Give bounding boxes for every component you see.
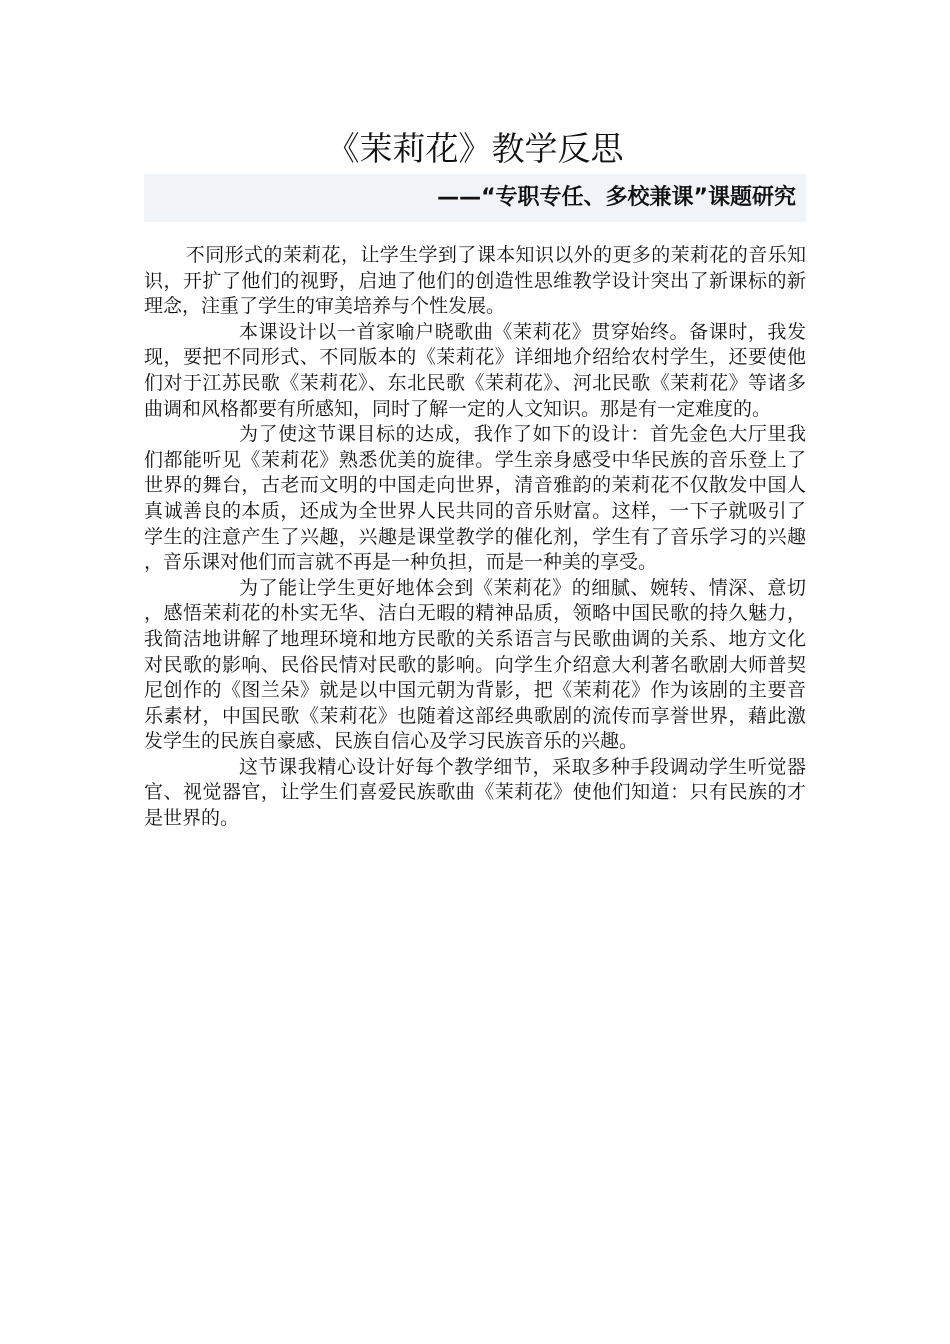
document-subtitle: ——“专职专任、多校兼课”课题研究: [437, 185, 796, 210]
paragraph-4: 为了能让学生更好地体会到《茉莉花》的细腻、婉转、情深、意切，感悟茉莉花的朴实无华、洁白无暇的精神品质，领略中国民歌的持久魅力，我简洁地讲解了地理环境和地方民歌的关系语言与民歌曲调的关系、地方文化对民歌的影响、民俗民情对民歌的影响。向学生介绍意大利著名歌剧大师普契尼创作的《图兰朵》就是以中国元朝为背影，把《茉莉花》作为该剧的主要音乐素材，中国民歌《茉莉花》也随着这部经典歌剧的流传而享誉世界，藉此激发学生的民族自豪感、民族自信心及学习民族音乐的兴趣。: [144, 576, 806, 753]
document-body: [144, 243, 806, 832]
paragraph-2: 本课设计以一首家喻户晓歌曲《茉莉花》贯穿始终。备课时，我发现，要把不同形式、不同版本的《茉莉花》详细地介绍给农村学生，还要使他们对于江苏民歌《茉莉花》、东北民歌《茉莉花》、河北民歌《茉莉花》等诸多曲调和风格都要有所感知，同时了解一定的人文知识。那是有一定难度的。: [144, 320, 806, 420]
paragraph-5: 这节课我精心设计好每个教学细节，采取多种手段调动学生听觉器官、视觉器官，让学生们喜爱民族歌曲《茉莉花》使他们知道：只有民族的才是世界的。: [144, 755, 806, 830]
document-title: 《茉莉花》教学反思: [326, 129, 624, 168]
paragraph-1: 不同形式的茉莉花，让学生学到了课本知识以外的更多的茉莉花的音乐知识，开扩了他们的视野，启迪了他们的创造性思维教学设计突出了新课标的新理念，注重了学生的审美培养与个性发展。: [144, 244, 806, 318]
paragraph-3: 为了使这节课目标的达成，我作了如下的设计：首先金色大厅里我们都能听见《茉莉花》熟悉优美的旋律。学生亲身感受中华民族的音乐登上了世界的舞台，古老而文明的中国走向世界，清音雅韵的茉莉花不仅散发中国人真诚善良的本质，还成为全世界人民共同的音乐财富。这样，一下子就吸引了学生的注意产生了兴趣，兴趣是课堂教学的催化剂，学生有了音乐学习的兴趣，音乐课对他们而言就不再是一种负担，而是一种美的享受。: [144, 423, 806, 574]
subtitle-band: [144, 174, 806, 222]
